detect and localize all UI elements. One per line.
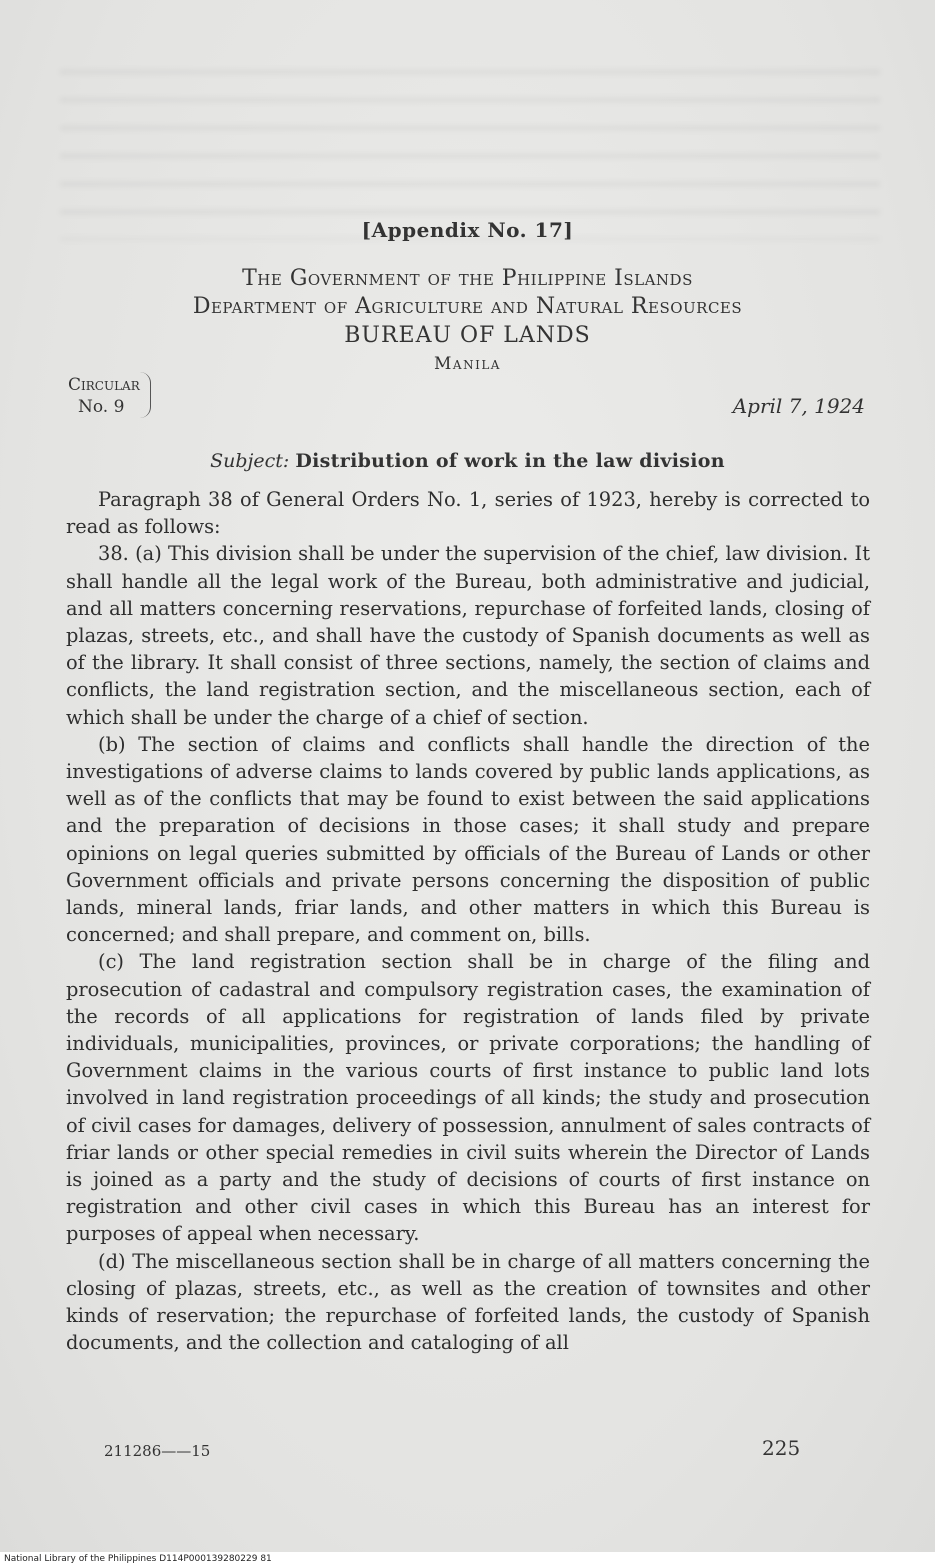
bleed-through-shadow xyxy=(60,70,880,240)
print-code: 211286——15 xyxy=(104,1442,211,1460)
paragraph-d: (d) The miscellaneous section shall be in charge of all matters concerning the closing of plazas, streets, etc., as well as the creation of townsites and other kinds of reservation; the repurchase of forfeited lands, the custody of Spanish documents, and the collection and cataloging of all xyxy=(66,1249,870,1355)
appendix-label: [Appendix No. 17] xyxy=(361,218,574,242)
government-heading: The Government of the Philippine Islands xyxy=(242,266,693,291)
circular-label: Circular xyxy=(68,375,140,395)
paragraph-a: 38. (a) This division shall be under the supervision of the chief, law division. It shall handle all the legal work of the Bureau, both administrative and judicial, and all matters concerning reservations, repurchase of forfeited lands, closing of plazas, streets, etc., and shall have the custody of Spanish documents as well as of the library. It shall consist of three sections, namely, the section of claims and conflicts, the land registration section, and the miscellaneous section, each of which shall be under the charge of a chief of section. xyxy=(66,542,870,729)
subject-text: Distribution of work in the law division xyxy=(295,450,725,472)
page-number: 225 xyxy=(762,1436,801,1460)
paragraph-b: (b) The section of claims and conflicts shall handle the direction of the investigations of adverse claims to lands covered by public lands applications, as well as of the conflicts that may be found to exist between the said applications and the preparation of decisions in those cases; it shall study and prepare opinions on legal queries submitted by officials of the Bureau of Lands or other Government officials and private persons concerning the disposition of public lands, mineral lands, friar lands, and other matters in which this Bureau is concerned; and shall prepare, and comment on, bills. xyxy=(66,732,870,947)
right-brace-icon xyxy=(140,372,151,418)
circular-date: April 7, 1924 xyxy=(732,394,865,418)
paragraph-intro: Paragraph 38 of General Orders No. 1, series of 1923, hereby is corrected to read as follows: xyxy=(66,488,870,539)
body-text xyxy=(66,486,870,1357)
department-heading: Department of Agriculture and Natural Resources xyxy=(192,294,743,319)
library-credit: National Library of the Philippines D114P000139280229 81 xyxy=(0,1552,935,1566)
city-heading: Manila xyxy=(434,354,501,374)
paragraph-c: (c) The land registration section shall be in charge of the filing and prosecution of cadastral and compulsory registration cases, the examination of the records of all applications for registration of lands filed by private individuals, municipalities, provinces, or private corporations; the handling of Government claims in the various courts of first instance to public land lots involved in land registration proceedings of all kinds; the study and prosecution of civil cases for damages, delivery of possession, annulment of sales contracts of friar lands or other special remedies in civil suits wherein the Director of Lands is joined as a party and the study of decisions of courts of first instance on registration and other civil cases in which this Bureau has an interest for purposes of appeal when necessary. xyxy=(66,950,870,1246)
subject-label: Subject: xyxy=(210,450,290,472)
circular-number-block xyxy=(68,374,140,418)
subject-line xyxy=(0,450,935,472)
circular-number: No. 9 xyxy=(78,397,125,417)
bureau-heading: BUREAU OF LANDS xyxy=(344,323,591,348)
